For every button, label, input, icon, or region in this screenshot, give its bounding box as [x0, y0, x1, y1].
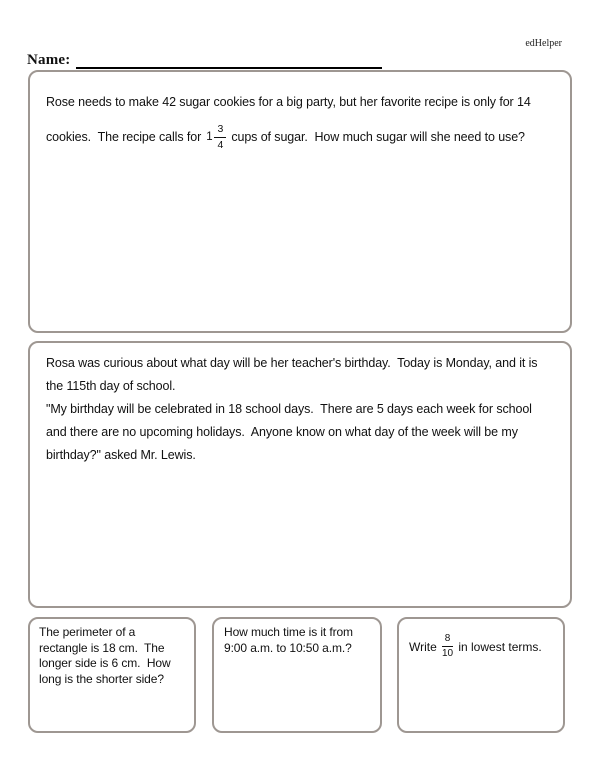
problem-3-line: rectangle is 18 cm. The: [39, 640, 165, 655]
edhelper-logo: edHelper: [525, 38, 562, 49]
problem-2-line: birthday?" asked Mr. Lewis.: [46, 448, 196, 462]
problem-2-line: Rosa was curious about what day will be her teacher's birthday. Today is Monday, and it is: [46, 356, 538, 370]
problem-5-box: [397, 617, 565, 733]
fraction-denominator: 4: [217, 138, 224, 151]
fraction-eight-tenths: [442, 633, 454, 660]
problem-1-line: Rose needs to make 42 sugar cookies for a big party, but her favorite recipe is only for 14: [46, 95, 531, 109]
name-row: [27, 52, 382, 69]
problem-4-line: How much time is it from: [224, 625, 353, 639]
fraction-denominator: 10: [442, 648, 454, 659]
problem-3-box: [28, 617, 196, 733]
fraction-three-fourths: [214, 123, 226, 151]
problem-2-line: the 115th day of school.: [46, 379, 176, 393]
problem-3-line: The perimeter of a: [39, 625, 136, 639]
problem-2-line: and there are no upcoming holidays. Anyone know on what day of the week will be my: [46, 425, 518, 439]
problem-5-line: [409, 633, 559, 660]
name-blank-line: [76, 52, 382, 69]
fraction-numerator: 8: [442, 633, 454, 647]
problem-1-text-after-fraction: cups of sugar. How much sugar will she need to use?: [231, 130, 525, 145]
problem-5-text-after-fraction: in lowest terms.: [458, 639, 542, 654]
problem-2-line: "My birthday will be celebrated in 18 school days. There are 5 days each week for school: [46, 402, 532, 416]
problem-2-box: [28, 341, 572, 608]
problem-3-line: longer side is 6 cm. How: [39, 656, 171, 671]
problem-4-box: [212, 617, 382, 733]
problem-3-line: long is the shorter side?: [39, 672, 164, 687]
problem-1-box: [28, 70, 572, 333]
problem-1-text-before-fraction: cookies. The recipe calls for: [46, 130, 202, 145]
fraction-numerator: 3: [214, 123, 226, 138]
problem-4-line: 9:00 a.m. to 10:50 a.m.?: [224, 640, 352, 655]
whole-number: 1: [206, 131, 213, 144]
mixed-number: [206, 123, 226, 151]
problem-1-line: [46, 123, 558, 151]
name-label: Name:: [27, 52, 71, 68]
problem-5-text-before-fraction: Write: [409, 639, 437, 654]
